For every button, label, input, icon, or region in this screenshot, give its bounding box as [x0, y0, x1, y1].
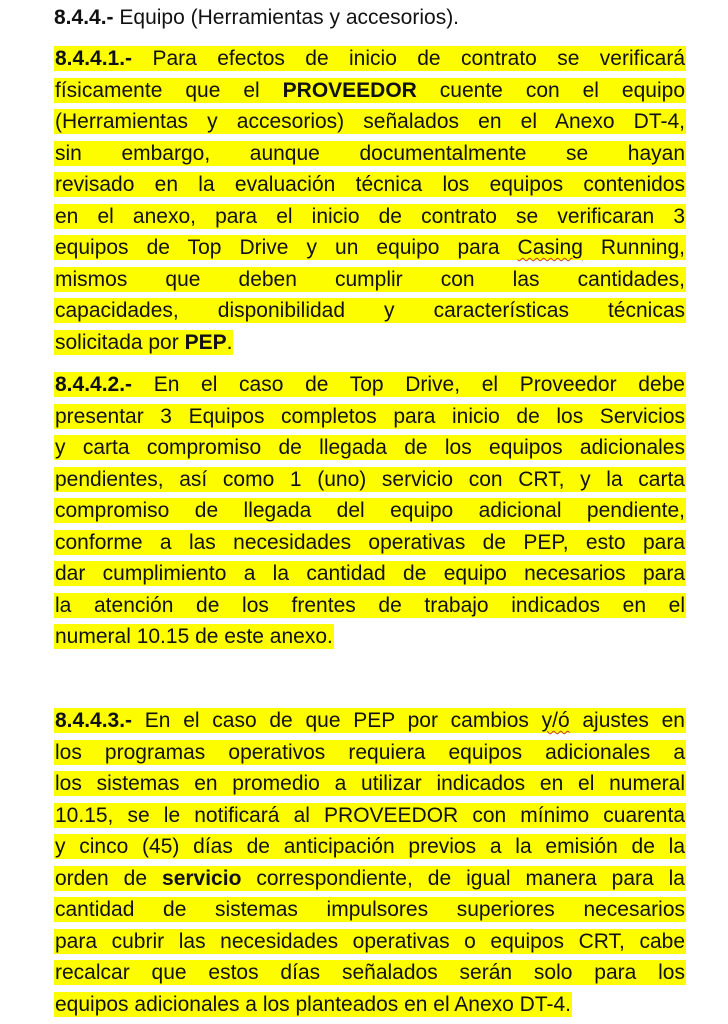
- paragraph-line: cantidad de sistemas impulsores superiores necesarios: [55, 898, 685, 921]
- paragraph-line: sin embargo, aunque documentalmente se hayan: [55, 141, 685, 165]
- section-title: Equipo (Herramientas y accesorios).: [119, 6, 460, 29]
- paragraph-line: 8.4.4.2.- En el caso de Top Drive, el Proveedor debe: [55, 373, 685, 396]
- paragraph-line: 10.15, se le notificará al PROVEEDOR con mínimo cuarenta: [55, 803, 685, 827]
- paragraph-line: (Herramientas y accesorios) señalados en el Anexo DT-4,: [55, 110, 685, 133]
- paragraph-line: equipos de Top Drive y un equipo para Casing Running,: [55, 236, 685, 259]
- paragraph-line: físicamente que el PROVEEDOR cuente con el equipo: [55, 78, 685, 102]
- paragraph-8-4-4-3: [54, 705, 686, 1020]
- section-number: 8.4.4.-: [54, 6, 114, 29]
- paragraph-number: 8.4.4.3.-: [55, 709, 133, 732]
- section-heading: [54, 2, 459, 34]
- paragraph-line: solicitada por PEP.: [55, 330, 233, 354]
- paragraph-line: y carta compromiso de llegada de los equipos adicionales: [55, 436, 685, 459]
- paragraph-line: revisado en la evaluación técnica los equipos contenidos: [55, 173, 685, 196]
- paragraph-line: orden de servicio correspondiente, de igual manera para la: [55, 866, 685, 890]
- paragraph-line: compromiso de llegada del equipo adicional pendiente,: [55, 499, 685, 522]
- paragraph-line: dar cumplimiento a la cantidad de equipo necesarios para: [55, 562, 685, 585]
- paragraph-8-4-4-1: [54, 43, 686, 358]
- paragraph-line: 8.4.4.3.- En el caso de que PEP por cambios y/ó ajustes en: [55, 709, 685, 732]
- paragraph-line: numeral 10.15 de este anexo.: [55, 625, 333, 648]
- paragraph-line: recalcar que estos días señalados serán solo para los: [55, 961, 685, 984]
- paragraph-line: los programas operativos requiera equipos adicionales a: [55, 740, 685, 764]
- paragraph-line: para cubrir las necesidades operativas o equipos CRT, cabe: [55, 929, 685, 953]
- paragraph-line: en el anexo, para el inicio de contrato se verificaran 3: [55, 204, 685, 228]
- paragraph-8-4-4-2: [54, 369, 686, 653]
- paragraph-line: 8.4.4.1.- Para efectos de inicio de contrato se verificará: [55, 47, 685, 70]
- paragraph-line: pendientes, así como 1 (uno) servicio con CRT, y la carta: [55, 467, 685, 491]
- paragraph-line: la atención de los frentes de trabajo indicados en el: [55, 593, 685, 617]
- spellcheck-word: Casing: [517, 236, 583, 259]
- paragraph-line: conforme a las necesidades operativas de PEP, esto para: [55, 530, 685, 554]
- paragraph-line: capacidades, disponibilidad y características técnicas: [55, 299, 685, 322]
- paragraph-line: los sistemas en promedio a utilizar indicados en el numeral: [55, 772, 685, 795]
- paragraph-number: 8.4.4.1.-: [55, 47, 133, 70]
- paragraph-line: presentar 3 Equipos completos para inicio de los Servicios: [55, 404, 685, 428]
- spellcheck-word: y/ó: [541, 709, 570, 732]
- paragraph-line: equipos adicionales a los planteados en el Anexo DT-4.: [55, 992, 572, 1016]
- paragraph-line: mismos que deben cumplir con las cantidades,: [55, 267, 685, 291]
- paragraph-number: 8.4.4.2.-: [55, 373, 133, 396]
- paragraph-line: y cinco (45) días de anticipación previos a la emisión de la: [55, 835, 685, 858]
